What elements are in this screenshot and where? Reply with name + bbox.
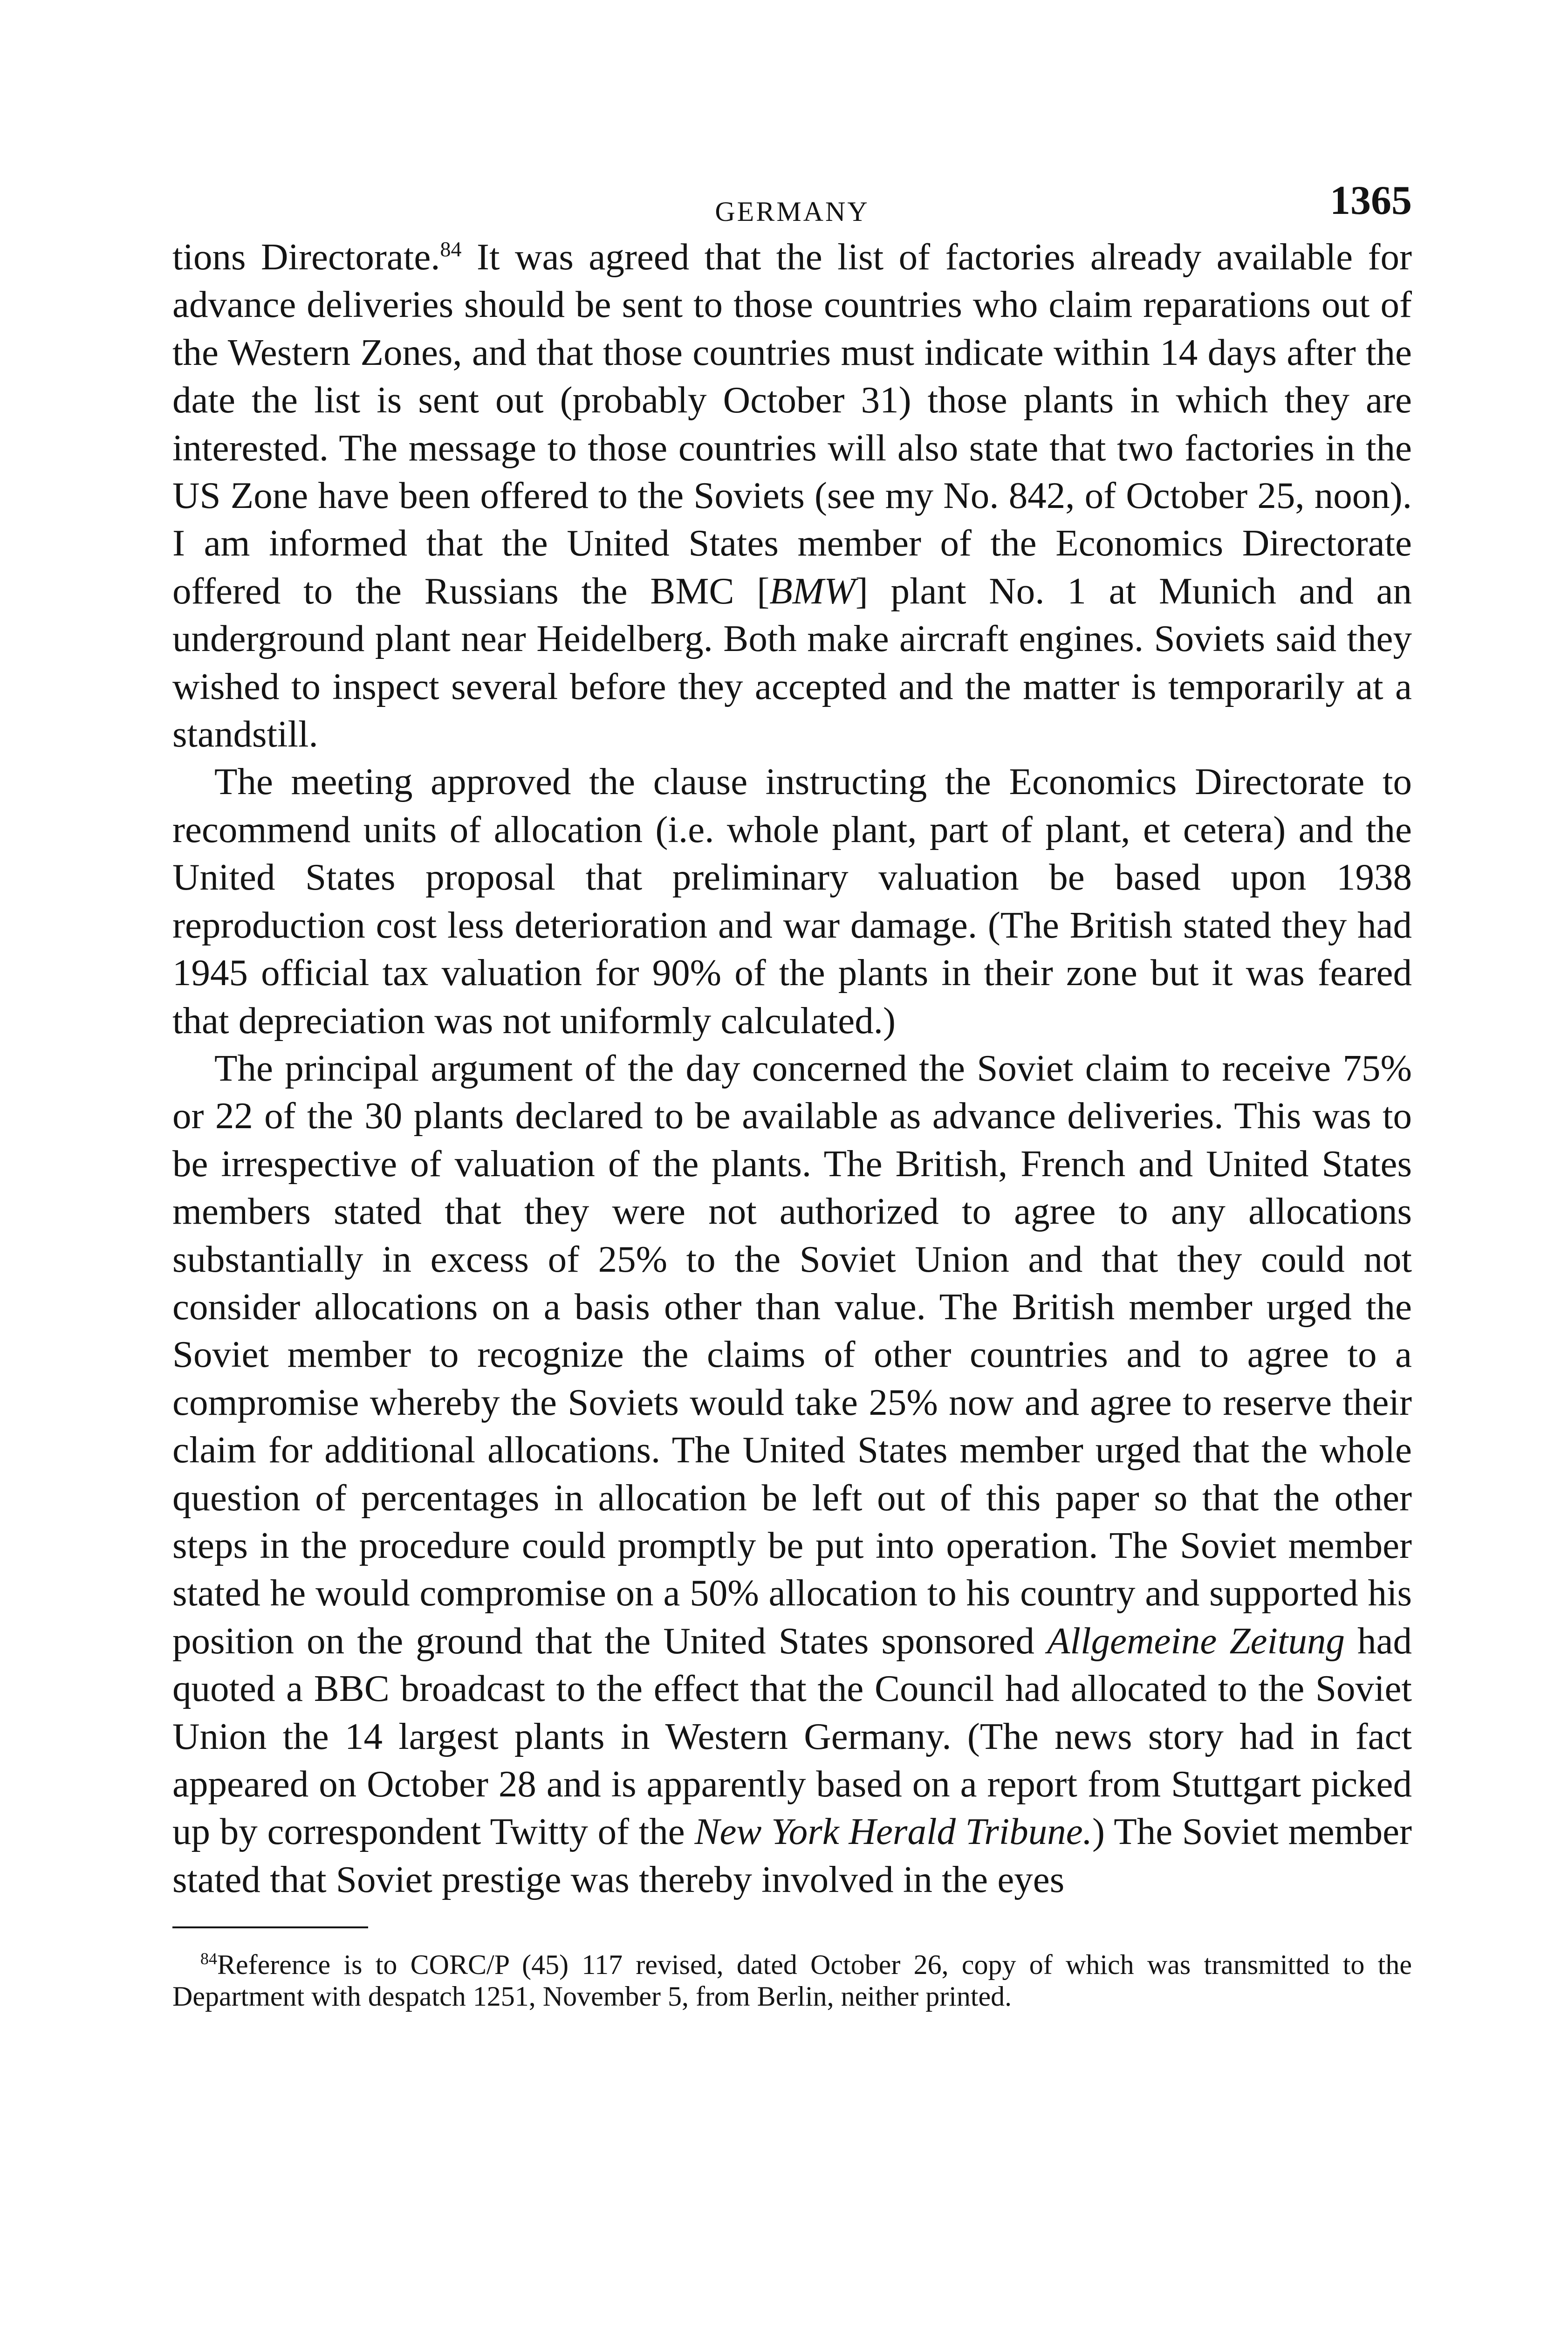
page-number: 1365	[1330, 178, 1412, 223]
running-title: GERMANY	[715, 196, 870, 227]
footnote-mark: 84	[200, 1949, 217, 1968]
paragraph-3-text-b: had quoted a BBC broadcast to the effect that the Council had allocated to the Soviet Union the 14 largest plants in Western Germany. (The news story had in fact appeared on October 28 and is apparently based on a report from Stuttgart picked up by correspondent Twitty of the	[172, 1619, 1412, 1853]
running-header	[172, 177, 1412, 233]
document-page	[172, 177, 1412, 2012]
paragraph-1-text-a: tions Directorate.	[172, 236, 440, 278]
paragraph-3	[172, 1044, 1412, 1903]
paragraph-1-italic: BMW	[769, 569, 856, 612]
paragraph-3-italic-tribune: New York Herald Tribune.	[694, 1810, 1092, 1853]
footnote-divider	[172, 1926, 368, 1928]
paragraph-3-text-c: ) The Soviet member stated that Soviet prestige was thereby involved in the eyes	[172, 1810, 1412, 1900]
paragraph-1-text-c: ] plant No. 1 at Munich and an underground plant near Heidelberg. Both make aircraft engines. Soviets said they wished to inspect several before they accepted and the matter is temporarily at a standstill.	[172, 569, 1412, 755]
body-text	[172, 233, 1412, 1903]
paragraph-1-text-b: It was agreed that the list of factories already available for advance deliveries should be sent to those countries who claim reparations out of the Western Zones, and that those countries must indicate within 14 days after the date the list is sent out (probably October 31) those plants in which they are interested. The message to those countries will also state that two factories in the US Zone have been offered to the Soviets (see my No. 842, of October 25, noon). I am informed that the United States member of the Economics Directorate offered to the Russians the BMC [	[172, 236, 1412, 612]
footnote-reference: 84	[440, 237, 462, 261]
footnote	[172, 1949, 1412, 2012]
footnote-text: Reference is to CORC/P (45) 117 revised, dated October 26, copy of which was transmitted to the Department with despatch 1251, November 5, from Berlin, neither printed.	[172, 1949, 1412, 2012]
paragraph-3-italic-newspaper: Allgemeine Zeitung	[1047, 1619, 1345, 1662]
paragraph-3-text-a: The principal argument of the day concerned the Soviet claim to receive 75% or 22 of the 30 plants declared to be available as advance deliveries. This was to be irrespective of valuation of the plants. The British, French and United States members stated that they were not authorized to agree to any allocations substantially in excess of 25% to the Soviet Union and that they could not consider allocations on a basis other than value. The British member urged the Soviet member to recognize the claims of other countries and to agree to a compromise whereby the Soviets would take 25% now and agree to reserve their claim for additional allocations. The United States member urged that the whole question of percentages in allocation be left out of this paper so that the other steps in the procedure could promptly be put into operation. The Soviet member stated he would compromise on a 50% allocation to his country and supported his position on the ground that the United States sponsored	[172, 1047, 1412, 1662]
paragraph-2: The meeting approved the clause instructing the Economics Directorate to recommend units of allocation (i.e. whole plant, part of plant, et cetera) and the United States proposal that preliminary valuation be based upon 1938 reproduction cost less deterioration and war damage. (The British stated they had 1945 official tax valuation for 90% of the plants in their zone but it was feared that depreciation was not uniformly calculated.)	[172, 761, 1412, 1042]
paragraph-1	[172, 233, 1412, 758]
